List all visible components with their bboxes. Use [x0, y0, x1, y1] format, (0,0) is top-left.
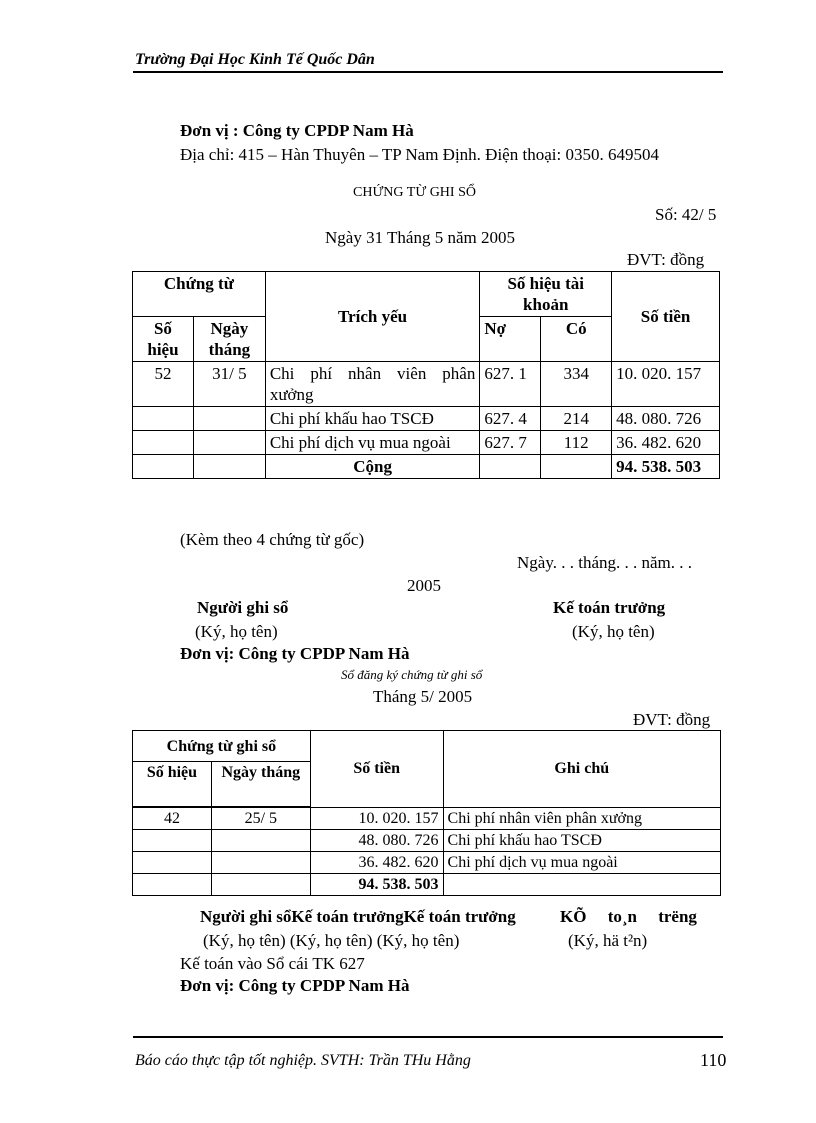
col-description: Trích yếu — [265, 272, 480, 362]
reg-col-note: Ghi chú — [443, 731, 720, 808]
reg-row-date — [211, 852, 310, 874]
row-date: 31/ 5 — [193, 362, 265, 407]
reg-row-number — [133, 830, 212, 852]
register-notes-garbled: (Ký, hä t²n) — [568, 931, 648, 950]
table-row — [133, 431, 720, 455]
voucher-title: CHỨNG TỪ GHI SỔ — [353, 185, 476, 200]
col-date: Ngày tháng — [193, 317, 265, 362]
reg-col-date: Ngày tháng — [211, 762, 310, 808]
total-label: Cộng — [265, 455, 480, 479]
col-account-no: Số hiệu tài khoản — [480, 272, 612, 317]
register-unit: Đơn vị: Công ty CPDP Nam Hà — [180, 644, 410, 663]
reg-row-note: Chi phí nhân viên phân xưởng — [443, 807, 720, 830]
table-row — [133, 362, 720, 407]
row-date — [193, 431, 265, 455]
register-currency: ĐVT: đồng — [633, 710, 711, 729]
row-amount: 48. 080. 726 — [612, 407, 720, 431]
ledger-title: Kế toán vào Sổ cái TK 627 — [180, 954, 365, 973]
reg-row-amount: 10. 020. 157 — [310, 807, 443, 830]
reg-row-number — [133, 852, 212, 874]
voucher-date: Ngày 31 Tháng 5 năm 2005 — [325, 228, 515, 247]
total-row — [133, 455, 720, 479]
row-amount: 10. 020. 157 — [612, 362, 720, 407]
register-notes: (Ký, họ tên) (Ký, họ tên) (Ký, họ tên) — [203, 931, 460, 950]
page-number: 110 — [700, 1050, 727, 1070]
register-signers: Người ghi sổKế toán trưởngKế toán trưởng — [200, 907, 516, 926]
col-number: Số hiệu — [133, 317, 194, 362]
voucher-attachment: (Kèm theo 4 chứng từ gốc) — [180, 530, 365, 549]
signer-left: Người ghi sổ — [197, 598, 289, 617]
table-row — [133, 407, 720, 431]
page-footer: Báo cáo thực tập tốt nghiệp. SVTH: Trần THu Hằng — [135, 1052, 471, 1069]
row-amount: 36. 482. 620 — [612, 431, 720, 455]
col-debit: Nợ — [480, 317, 541, 362]
reg-col-number: Số hiệu — [133, 762, 212, 808]
voucher-table — [132, 271, 720, 479]
reg-row-note: Chi phí khấu hao TSCĐ — [443, 830, 720, 852]
reg-row-note: Chi phí dịch vụ mua ngoài — [443, 852, 720, 874]
register-month: Tháng 5/ 2005 — [373, 687, 473, 706]
reg-row-date — [211, 830, 310, 852]
voucher-address: Địa chỉ: 415 – Hàn Thuyên – TP Nam Định. Điện thoại: 0350. 649504 — [180, 145, 659, 164]
signer-right: Kế toán trưởng — [553, 598, 666, 617]
page-header-school: Trường Đại Học Kinh Tế Quốc Dân — [135, 51, 375, 68]
reg-row-amount: 36. 482. 620 — [310, 852, 443, 874]
row-number — [133, 431, 194, 455]
col-credit: Có — [541, 317, 612, 362]
voucher-year: 2005 — [407, 576, 441, 595]
voucher-date-line: Ngày. . . tháng. . . năm. . . — [517, 553, 693, 572]
row-date — [193, 407, 265, 431]
voucher-unit: Đơn vị : Công ty CPDP Nam Hà — [180, 121, 414, 140]
reg-row-date: 25/ 5 — [211, 807, 310, 830]
total-amount: 94. 538. 503 — [612, 455, 720, 479]
row-debit: 627. 7 — [480, 431, 541, 455]
row-number: 52 — [133, 362, 194, 407]
row-credit: 334 — [541, 362, 612, 407]
row-debit: 627. 4 — [480, 407, 541, 431]
total-row — [133, 874, 721, 896]
register-title: Sổ đăng ký chứng từ ghi sổ — [341, 667, 483, 682]
footer-rule — [133, 1036, 723, 1038]
voucher-number: Số: 42/ 5 — [655, 205, 717, 224]
ledger-unit: Đơn vị: Công ty CPDP Nam Hà — [180, 976, 410, 995]
header-rule — [133, 71, 723, 73]
row-description: Chi phí dịch vụ mua ngoài — [265, 431, 480, 455]
row-description: Chi phí nhân viên phân xưởng — [265, 362, 480, 407]
reg-row-number: 42 — [133, 807, 212, 830]
register-signers-garbled: KÕ to¸n trëng — [560, 907, 697, 926]
table-row — [133, 830, 721, 852]
reg-col-voucher: Chứng từ ghi sổ — [133, 731, 311, 762]
register-table — [132, 730, 721, 896]
reg-row-amount: 48. 080. 726 — [310, 830, 443, 852]
table-row — [133, 807, 721, 830]
row-credit: 214 — [541, 407, 612, 431]
signer-right-note: (Ký, họ tên) — [572, 622, 655, 641]
table-row — [133, 852, 721, 874]
row-description: Chi phí khấu hao TSCĐ — [265, 407, 480, 431]
voucher-currency: ĐVT: đồng — [627, 250, 705, 269]
signer-left-note: (Ký, họ tên) — [195, 622, 278, 641]
reg-total-amount: 94. 538. 503 — [310, 874, 443, 896]
reg-col-amount: Số tiền — [310, 731, 443, 808]
row-credit: 112 — [541, 431, 612, 455]
col-voucher: Chứng từ — [133, 272, 266, 317]
row-debit: 627. 1 — [480, 362, 541, 407]
row-number — [133, 407, 194, 431]
col-amount: Số tiền — [612, 272, 720, 362]
